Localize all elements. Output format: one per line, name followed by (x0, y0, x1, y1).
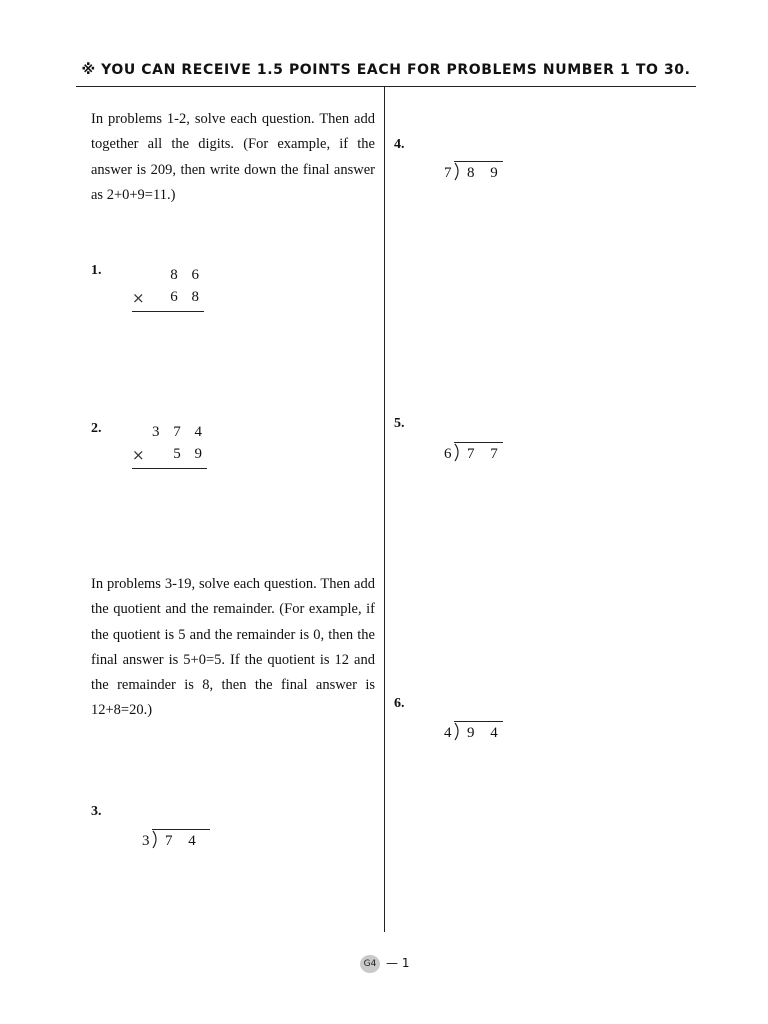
problem-4-number: 4. (394, 137, 405, 152)
grade-badge: G4 (360, 955, 380, 973)
division-bar (454, 721, 503, 722)
problem-4-dividend: 8 9 (467, 165, 504, 181)
division-bracket (152, 830, 159, 849)
page-number: — 1 (386, 956, 410, 970)
division-bar (152, 829, 210, 830)
problem-3-number: 3. (91, 804, 102, 819)
division-bar (454, 161, 503, 162)
problem-5-dividend: 7 7 (467, 446, 504, 462)
problem-1-answer-line (132, 311, 204, 312)
column-divider (384, 87, 385, 932)
division-bar (454, 442, 503, 443)
division-bracket (454, 162, 461, 181)
problem-2-answer-line (132, 468, 207, 469)
problem-2-top: 3 7 4 (152, 424, 207, 440)
problem-6-dividend: 9 4 (467, 725, 504, 741)
instructions-problems-3-19: In problems 3-19, solve each question. Then add the quotient and the remainder. (For example, if the quotient is 5 and the remainder is 0, then the final answer is 5+0=5. If the quotient is 12 and the remainder is 8, then the final answer is 12+8=20.) (91, 576, 375, 719)
problem-5-divisor: 6 (444, 446, 452, 462)
problem-1-number: 1. (91, 263, 102, 278)
problem-6-divisor: 4 (444, 725, 452, 741)
problem-1-top: 8 6 (170, 267, 204, 283)
problem-3-divisor: 3 (142, 833, 150, 849)
page-header: ※ YOU CAN RECEIVE 1.5 POINTS EACH FOR PROBLEMS NUMBER 1 TO 30. (81, 62, 691, 78)
division-bracket (454, 722, 461, 741)
problem-1-bottom: 6 8 (170, 289, 204, 305)
problem-2-number: 2. (91, 421, 102, 436)
problem-2-bottom: 5 9 (173, 446, 207, 462)
problem-3-dividend: 7 4 (165, 833, 202, 849)
problem-6-number: 6. (394, 696, 405, 711)
problem-2-multiplication (132, 424, 207, 470)
problem-4-divisor: 7 (444, 165, 452, 181)
times-sign: × (132, 289, 145, 307)
times-sign: × (132, 446, 145, 464)
problem-5-number: 5. (394, 416, 405, 431)
problem-1-multiplication (132, 267, 204, 313)
division-bracket (454, 443, 461, 462)
header-rule (76, 86, 696, 87)
instructions-problems-1-2: In problems 1-2, solve each question. Then add together all the digits. (For example, if the answer is 209, then write down the final answer as 2+0+9=11.) (91, 111, 375, 203)
